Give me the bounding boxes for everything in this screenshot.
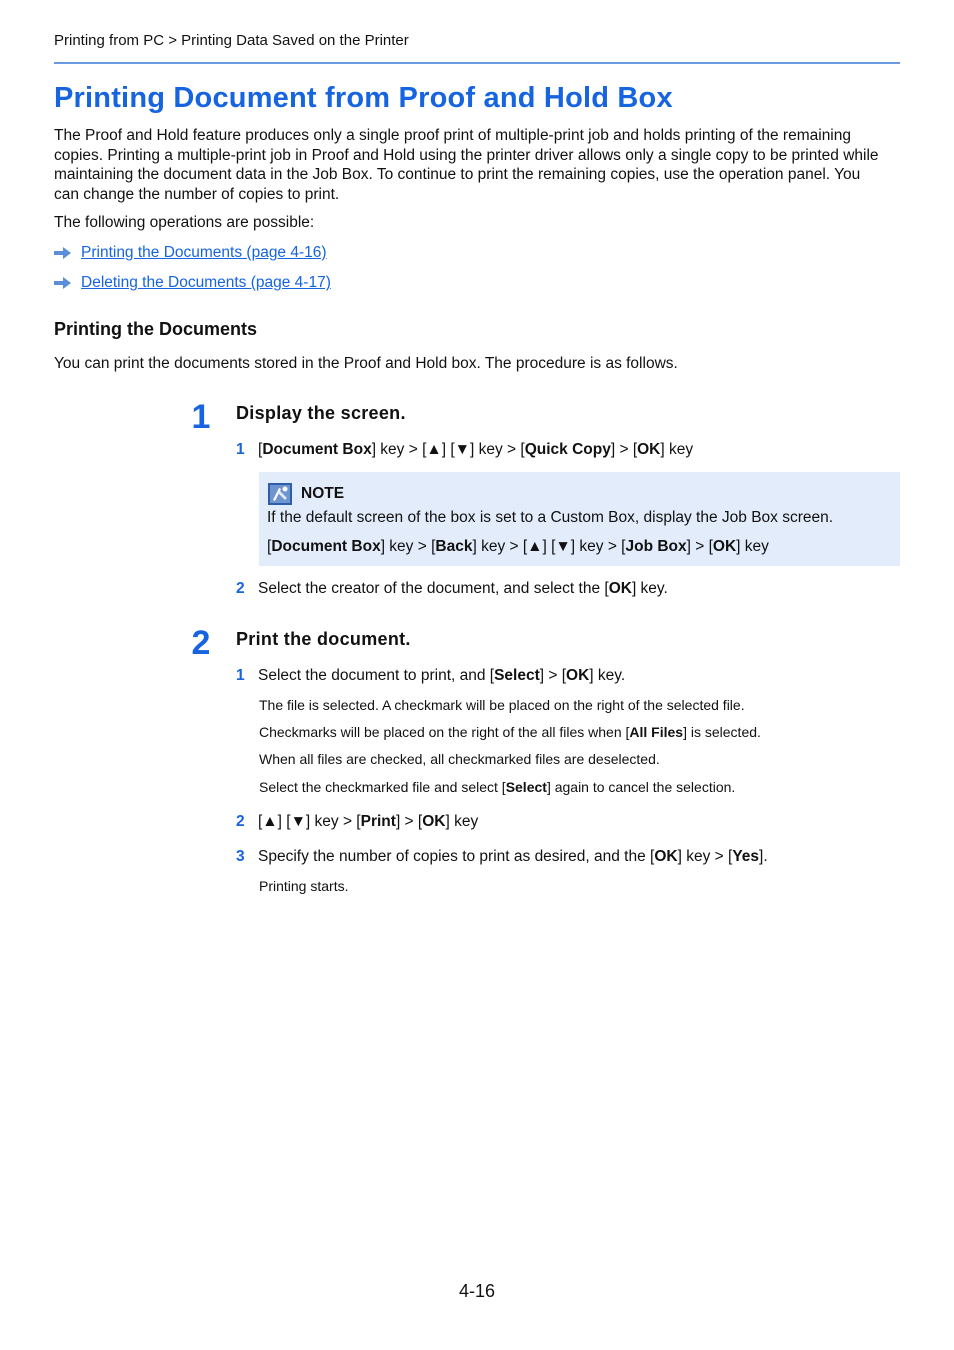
substep xyxy=(236,580,668,598)
breadcrumb: Printing from PC > Printing Data Saved on the Printer xyxy=(54,32,409,49)
intro-line: can change the number of copies to print. xyxy=(54,185,340,203)
substep-text: [Document Box] key > [▲] [▼] key > [Quick Copy] > [OK] key xyxy=(258,441,694,458)
substep-detail: Checkmarks will be placed on the right of the all files when [All Files] is selected. xyxy=(259,724,761,740)
note-text: If the default screen of the box is set to a Custom Box, display the Job Box screen. xyxy=(267,509,834,526)
link-item-printing[interactable] xyxy=(54,244,327,262)
intro-paragraph xyxy=(54,126,902,204)
substep-text: Select the document to print, and [Select] > [OK] key. xyxy=(258,667,626,684)
substep xyxy=(236,667,625,685)
page-number: 4-16 xyxy=(458,1281,496,1301)
note-label: NOTE xyxy=(301,485,345,502)
note-keys: [Document Box] key > [Back] key > [▲] [▼] key > [Job Box] > [OK] key xyxy=(267,538,769,555)
substep xyxy=(236,813,478,831)
step-number: 2 xyxy=(191,624,211,662)
arrow-right-icon xyxy=(54,277,72,289)
intro-line: maintaining the document data in the Job Box. To continue to print the remaining copies, use the operation panel. You xyxy=(54,166,861,183)
substep-number: 3 xyxy=(236,848,245,865)
intro-line: The Proof and Hold feature produces only a single proof print of multiple-print job and holds printing of the remaining xyxy=(54,127,851,144)
substep-text: Specify the number of copies to print as desired, and the [OK] key > [Yes]. xyxy=(258,848,768,865)
operations-text: The following operations are possible: xyxy=(54,214,315,231)
section-lead: You can print the documents stored in the Proof and Hold box. The procedure is as follows. xyxy=(54,355,678,372)
substep-detail: The file is selected. A checkmark will be placed on the right of the selected file. xyxy=(259,697,745,713)
page-title: Printing Document from Proof and Hold Box xyxy=(54,82,673,114)
substep xyxy=(236,848,768,866)
substep xyxy=(236,441,693,459)
substep-detail: Select the checkmarked file and select [Select] again to cancel the selection. xyxy=(259,779,736,795)
step-number: 1 xyxy=(191,398,211,436)
substep-text: Select the creator of the document, and select the [OK] key. xyxy=(258,580,668,597)
substep-detail: Printing starts. xyxy=(259,878,349,894)
intro-line: copies. Printing a multiple-print job in Proof and Hold using the printer driver allows only a single copy to be printed while xyxy=(54,146,879,164)
note-header xyxy=(268,483,344,505)
substep-text: [▲] [▼] key > [Print] > [OK] key xyxy=(258,813,479,830)
link-printing-documents[interactable]: Printing the Documents (page 4-16) xyxy=(81,244,327,261)
substep-detail: When all files are checked, all checkmarked files are deselected. xyxy=(259,751,660,767)
substep-number: 1 xyxy=(236,441,245,458)
note-icon xyxy=(268,483,292,505)
step-title: Display the screen. xyxy=(236,403,406,423)
link-deleting-documents[interactable]: Deleting the Documents (page 4-17) xyxy=(81,274,331,291)
step-title: Print the document. xyxy=(236,629,411,649)
substep-number: 1 xyxy=(236,667,245,684)
section-heading: Printing the Documents xyxy=(54,319,258,339)
substep-number: 2 xyxy=(236,813,245,830)
link-item-deleting[interactable] xyxy=(54,274,331,292)
substep-number: 2 xyxy=(236,580,245,597)
arrow-right-icon xyxy=(54,247,72,259)
header-divider xyxy=(54,62,900,64)
